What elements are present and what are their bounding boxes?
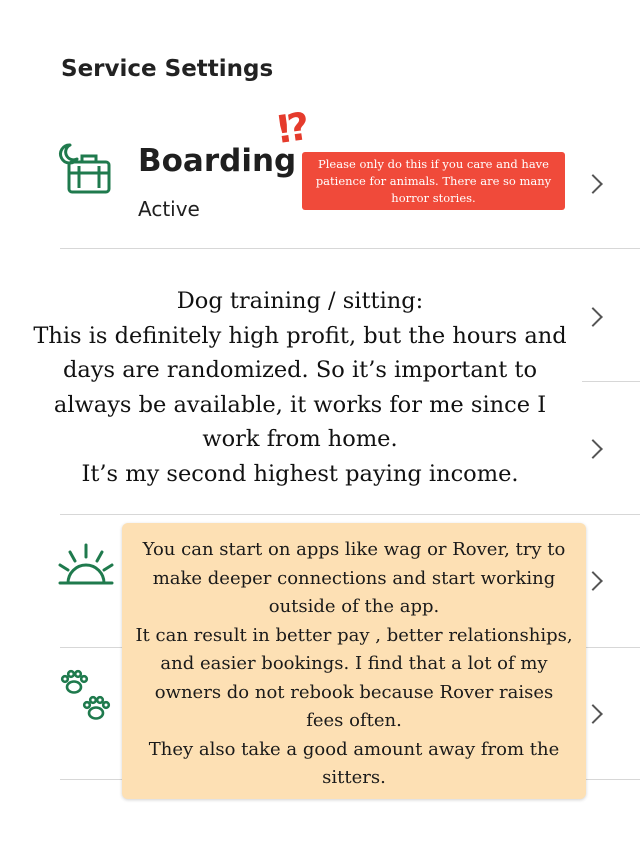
note-line: owners do not rebook because Rover raises — [154, 681, 554, 703]
note-line: You can start on apps like wag or Rover, try to — [142, 539, 566, 560]
note-line: work from home. — [202, 426, 398, 452]
sunrise-icon — [58, 541, 114, 589]
service-status: Active — [138, 197, 200, 221]
note-line: Dog training / sitting: — [176, 288, 424, 314]
boarding-warning-note: Please only do this if you care and have patience for animals. There are so many horror stories. — [302, 152, 565, 210]
divider — [60, 514, 640, 515]
note-line: fees often. — [306, 710, 402, 731]
note-line: It can result in better pay , better relationships, — [135, 624, 573, 646]
service-name: Boarding — [138, 143, 297, 179]
chevron-right-icon[interactable] — [583, 704, 603, 724]
paw-prints-icon — [58, 669, 114, 725]
chevron-right-icon[interactable] — [583, 439, 603, 459]
note-line: days are randomized. So it’s important to — [62, 357, 538, 383]
note-line: make deeper connections and start working — [152, 567, 556, 589]
note-line: It’s my second highest paying income. — [81, 460, 519, 487]
note-line: This is definitely high profit, but the hours and — [33, 322, 567, 349]
exclamation-question-mark: ⁉ — [275, 104, 311, 152]
chevron-right-icon[interactable] — [583, 307, 603, 327]
note-line: sitters. — [322, 767, 386, 788]
note-line: outside of the app. — [268, 596, 440, 617]
divider — [582, 381, 640, 382]
chevron-right-icon[interactable] — [583, 174, 603, 194]
training-note — [20, 284, 580, 491]
chevron-right-icon[interactable] — [583, 571, 603, 591]
apps-advice-note — [122, 523, 586, 799]
note-line: always be available, it works for me since I — [53, 391, 547, 418]
note-line: and easier bookings. I find that a lot of my — [160, 653, 548, 674]
luggage-moon-icon — [57, 142, 113, 194]
note-line: They also take a good amount away from the — [148, 738, 560, 760]
divider — [60, 248, 640, 249]
page-title: Service Settings — [61, 56, 274, 82]
